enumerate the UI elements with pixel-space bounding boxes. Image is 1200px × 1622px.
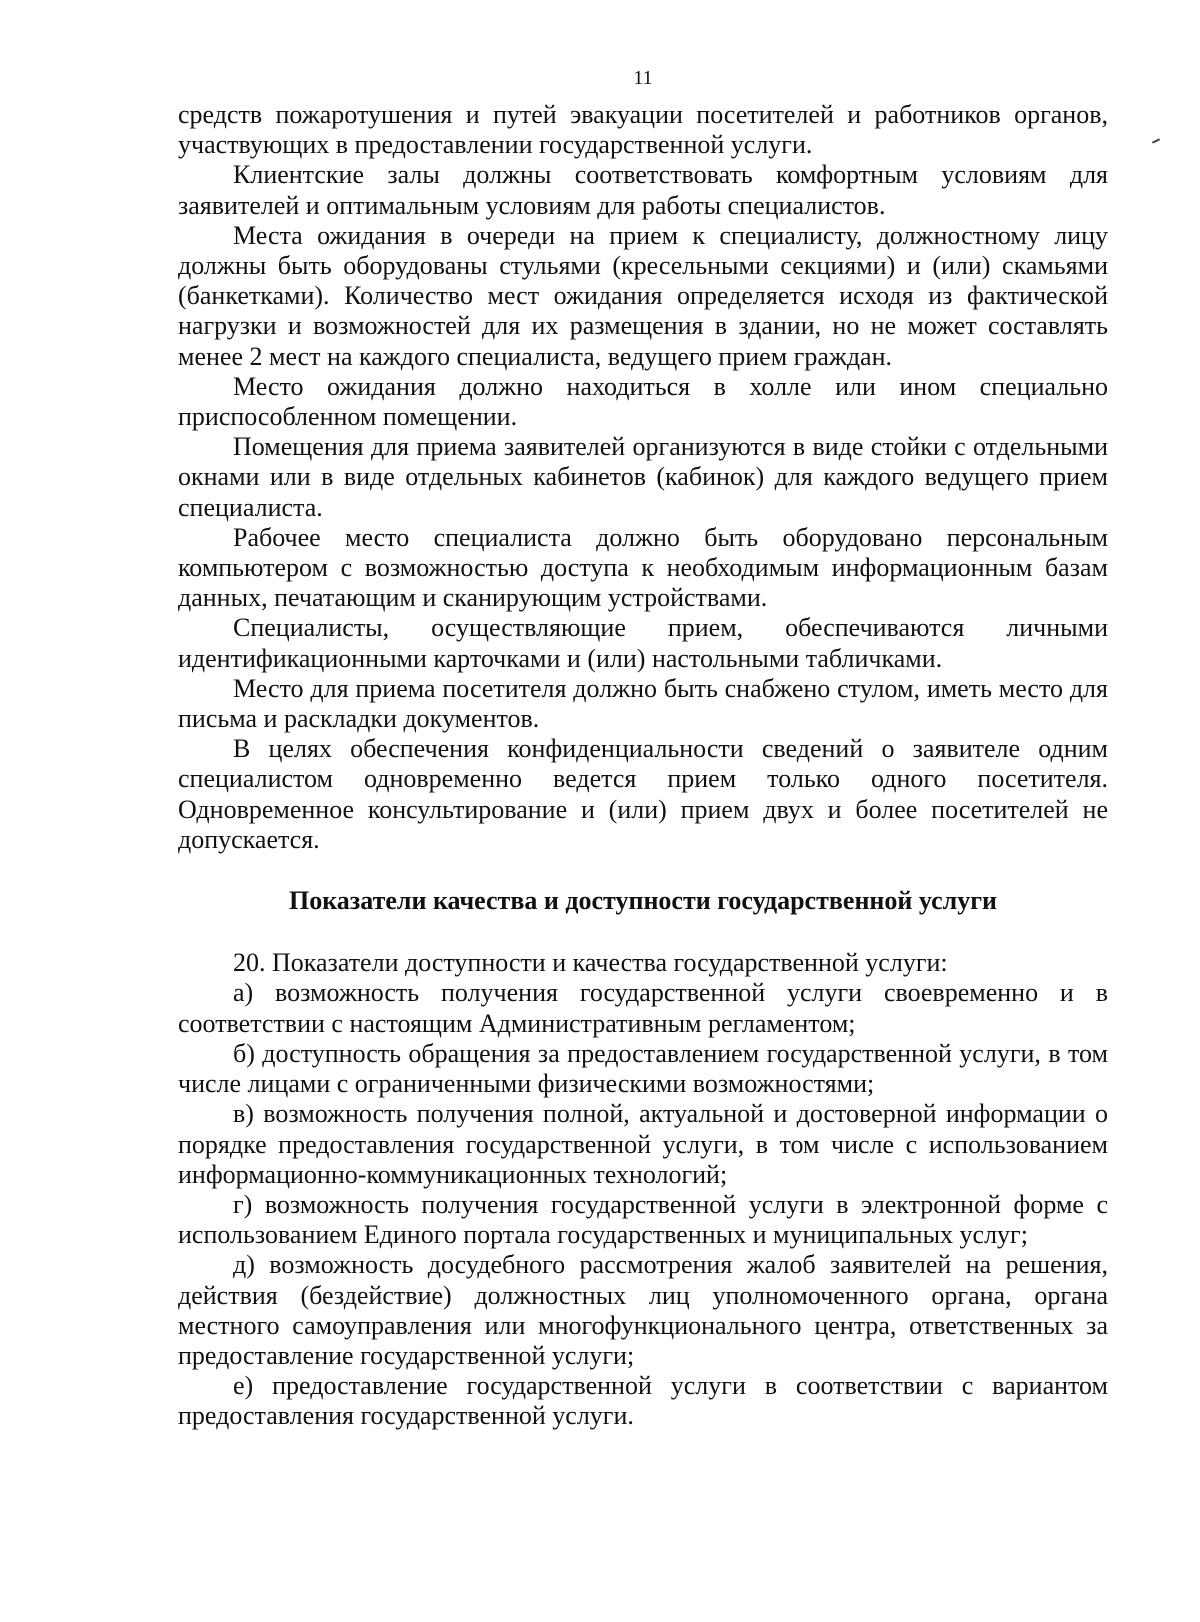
list-item-b: б) доступность обращения за предоставлением государственной услуги, в том числе лицами с ограниченными физическими возможностями; <box>178 1038 1108 1099</box>
scan-mark <box>1152 138 1160 143</box>
paragraph: Рабочее место специалиста должно быть оборудовано персональным компьютером с возможностью доступа к необходимым информационным базам данных, печатающим и сканирующим устройствами. <box>178 522 1108 613</box>
paragraph: Места ожидания в очереди на прием к специалисту, должностному лицу должны быть оборудованы стульями (кресельными секциями) и (или) скамьями (банкетками). Количество мест ожидания определяется исходя из фактической нагрузки и возможностей для их размещения в здании, но не может составлять менее 2 мест на каждого специалиста, ведущего прием граждан. <box>178 220 1108 371</box>
list-item-g: г) возможность получения государственной услуги в электронной форме с использованием Единого портала государственных и муниципальных услуг; <box>178 1189 1108 1250</box>
body-bottom <box>178 948 1108 1431</box>
paragraph: средств пожаротушения и путей эвакуации посетителей и работников органов, участвующих в предоставлении государственной услуги. <box>178 100 1108 160</box>
document-page <box>178 64 1108 1432</box>
list-item-e: е) предоставление государственной услуги в соответствии с вариантом предоставления государственной услуги. <box>178 1371 1108 1431</box>
paragraph: Специалисты, осуществляющие прием, обеспечиваются личными идентификационными карточками и (или) настольными табличками. <box>178 613 1108 673</box>
list-item-a: а) возможность получения государственной услуги своевременно и в соответствии с настоящим Административным регламентом; <box>178 978 1108 1038</box>
list-item-v: в) возможность получения полной, актуальной и достоверной информации о порядке предоставления государственной услуги, в том числе с использованием информационно-коммуникационных технологий; <box>178 1099 1108 1189</box>
paragraph: В целях обеспечения конфиденциальности сведений о заявителе одним специалистом одновременно ведется прием только одного посетителя. Одновременное консультирование и (или) прием двух и более посетителей не допускается. <box>178 734 1108 854</box>
section-heading: Показатели качества и доступности государственной услуги <box>288 886 998 916</box>
paragraph: Место ожидания должно находиться в холле или ином специально приспособленном помещении. <box>178 371 1108 432</box>
list-item-d: д) возможность досудебного рассмотрения жалоб заявителей на решения, действия (бездействие) должностных лиц уполномоченного органа, органа местного самоуправления или многофункционального центра, ответственных за предоставление государственной услуги; <box>178 1250 1108 1370</box>
body-top <box>178 100 1108 855</box>
paragraph: Клиентские залы должны соответствовать комфортным условиям для заявителей и оптимальным условиям для работы специалистов. <box>178 160 1108 220</box>
paragraph: Помещения для приема заявителей организуются в виде стойки с отдельными окнами или в виде отдельных кабинетов (кабинок) для каждого ведущего прием специалиста. <box>178 432 1108 522</box>
paragraph: Место для приема посетителя должно быть снабжено стулом, иметь место для письма и раскладки документов. <box>178 673 1108 734</box>
page-number: 11 <box>633 67 653 89</box>
paragraph-item-20: 20. Показатели доступности и качества государственной услуги: <box>233 948 948 978</box>
